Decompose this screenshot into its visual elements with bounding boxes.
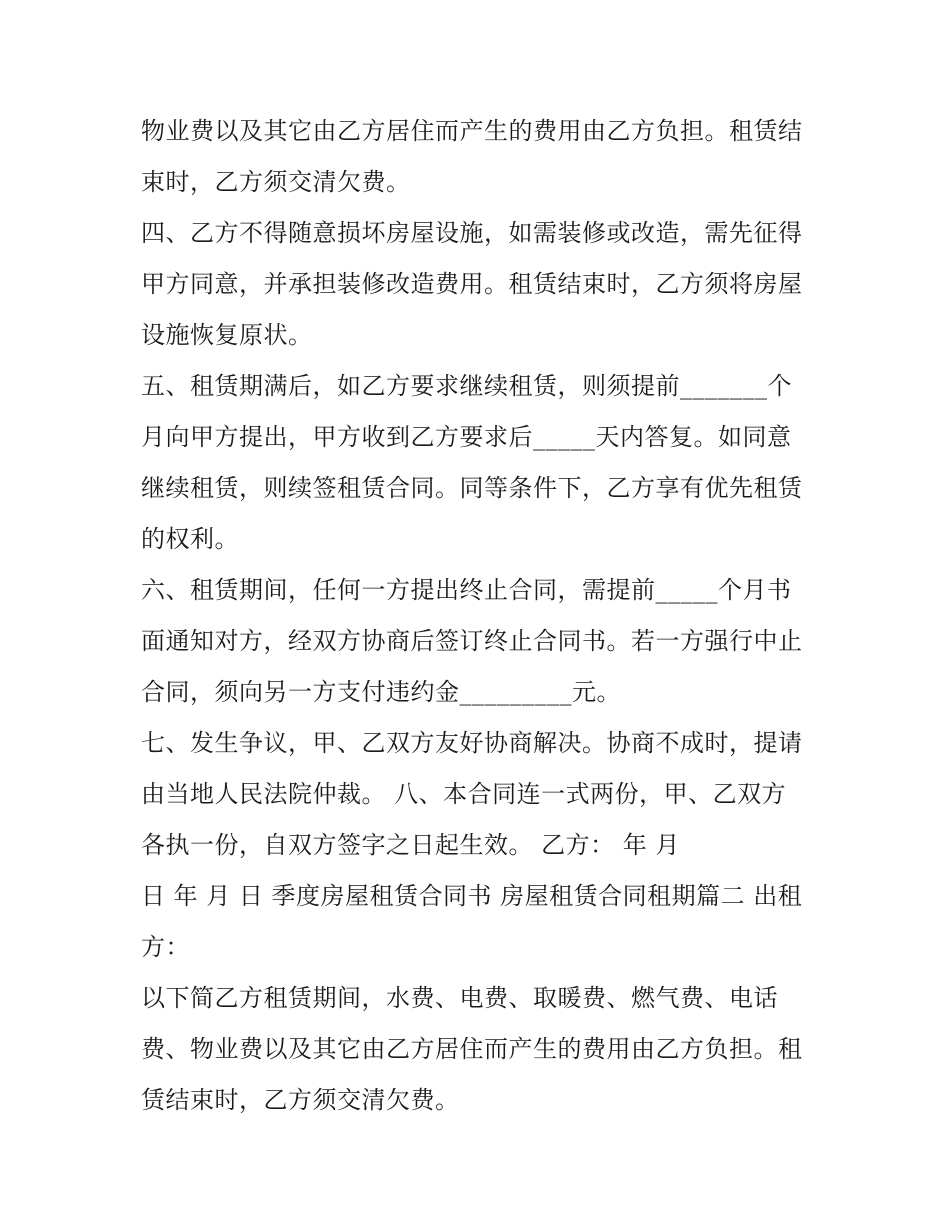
text-line: 费、物业费以及其它由乙方居住而产生的费用由乙方负担。租 [141,1035,803,1063]
text-line: 日 年 月 日 季度房屋租赁合同书 房屋租赁合同租期篇二 出租 [141,882,803,910]
document-body [141,106,817,1126]
text-line: 以下简乙方租赁期间，水费、电费、取暖费、燃气费、电话 [141,984,778,1012]
text-line: 合同，须向另一方支付违约金_________元。 [141,678,621,706]
text-line: 月向甲方提出，甲方收到乙方要求后_____天内答复。如同意 [141,423,792,451]
text-line: 束时，乙方须交清欠费。 [141,168,411,196]
text-line: 七、发生争议，甲、乙双方友好协商解决。协商不成时，提请 [141,729,803,757]
text-line: 设施恢复原状。 [141,321,313,349]
text-line: 四、乙方不得随意损坏房屋设施，如需装修或改造，需先征得 [141,219,803,247]
text-line: 五、租赁期满后，如乙方要求继续租赁，则须提前_______个 [141,372,792,400]
text-line: 的权利。 [141,525,239,553]
text-line: 继续租赁，则续签租赁合同。同等条件下，乙方享有优先租赁 [141,474,803,502]
text-line: 赁结束时，乙方须交清欠费。 [141,1086,460,1114]
text-line: 物业费以及其它由乙方居住而产生的费用由乙方负担。租赁结 [141,117,803,145]
text-line: 各执一份，自双方签字之日起生效。 乙方： 年 月 [141,831,680,859]
text-line: 六、租赁期间，任何一方提出终止合同，需提前_____个月书 [141,576,792,604]
text-line: 甲方同意，并承担装修改造费用。租赁结束时，乙方须将房屋 [141,270,803,298]
text-line: 由当地人民法院仲裁。 八、本合同连一式两份，甲、乙双方 [141,780,787,808]
text-line: 面通知对方，经双方协商后签订终止合同书。若一方强行中止 [141,627,803,655]
text-line: 方： [141,933,190,961]
